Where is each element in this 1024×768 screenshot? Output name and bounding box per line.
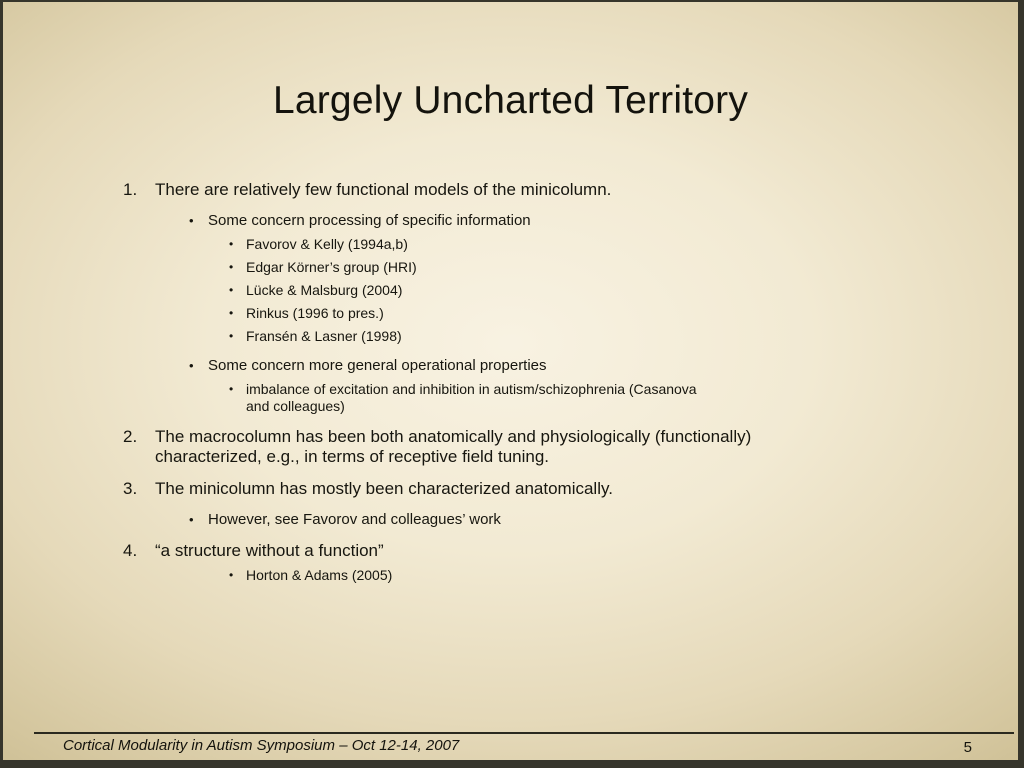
list-item-text: The minicolumn has mostly been characterized anatomically. [155, 479, 613, 498]
list-item-text: However, see Favorov and colleagues’ work [208, 511, 501, 528]
slide [3, 2, 1018, 760]
bullet-icon: • [229, 237, 234, 251]
bullet-icon: • [229, 382, 234, 396]
bullet-icon: • [229, 568, 234, 582]
list-item [123, 180, 1018, 200]
list-item [189, 511, 1018, 529]
list-item-text: Fransén & Lasner (1998) [246, 328, 402, 344]
bullet-icon: • [189, 213, 194, 228]
bullet-icon: • [189, 358, 194, 373]
list-item-text: Rinkus (1996 to pres.) [246, 305, 384, 321]
list-item-text: Edgar Körner’s group (HRI) [246, 259, 417, 275]
list-item-text: Lücke & Malsburg (2004) [246, 282, 403, 298]
list-number: 2. [123, 427, 138, 446]
footer-divider [34, 732, 1014, 734]
list-number: 1. [123, 180, 138, 199]
list-item [229, 236, 1018, 253]
list-item-text: The macrocolumn has been both anatomically and physiologically (functionally) characterized, e.g., in terms of receptive field tuning. [155, 427, 752, 466]
slide-body-list [3, 180, 1018, 584]
list-item [229, 259, 1018, 276]
list-item-text: Favorov & Kelly (1994a,b) [246, 236, 408, 252]
list-item [229, 305, 1018, 322]
list-number: 3. [123, 479, 138, 498]
list-item [189, 212, 1018, 230]
bullet-icon: • [229, 283, 234, 297]
page-title: Largely Uncharted Territory [272, 79, 749, 122]
list-item-text: “a structure without a function” [155, 541, 384, 560]
list-number: 4. [123, 541, 138, 560]
bullet-icon: • [229, 260, 234, 274]
list-item-text: imbalance of excitation and inhibition in autism/schizophrenia (Casanova and colleagues) [246, 381, 697, 414]
page-number: 5 [963, 739, 972, 756]
list-item [229, 328, 1018, 345]
list-item [229, 381, 1018, 415]
list-item [229, 567, 1018, 584]
footer-caption: Cortical Modularity in Autism Symposium – Oct 12-14, 2007 [63, 737, 460, 754]
list-item-text: Horton & Adams (2005) [246, 567, 393, 583]
list-item-text: There are relatively few functional models of the minicolumn. [155, 180, 612, 199]
list-item [229, 282, 1018, 299]
bullet-icon: • [229, 306, 234, 320]
list-item [123, 479, 1018, 499]
list-item [123, 541, 1018, 561]
bullet-icon: • [189, 512, 194, 527]
bullet-icon: • [229, 329, 234, 343]
list-item-text: Some concern more general operational properties [208, 357, 547, 374]
list-item [189, 357, 1018, 375]
list-item [123, 427, 1018, 467]
list-item-text: Some concern processing of specific information [208, 212, 531, 229]
